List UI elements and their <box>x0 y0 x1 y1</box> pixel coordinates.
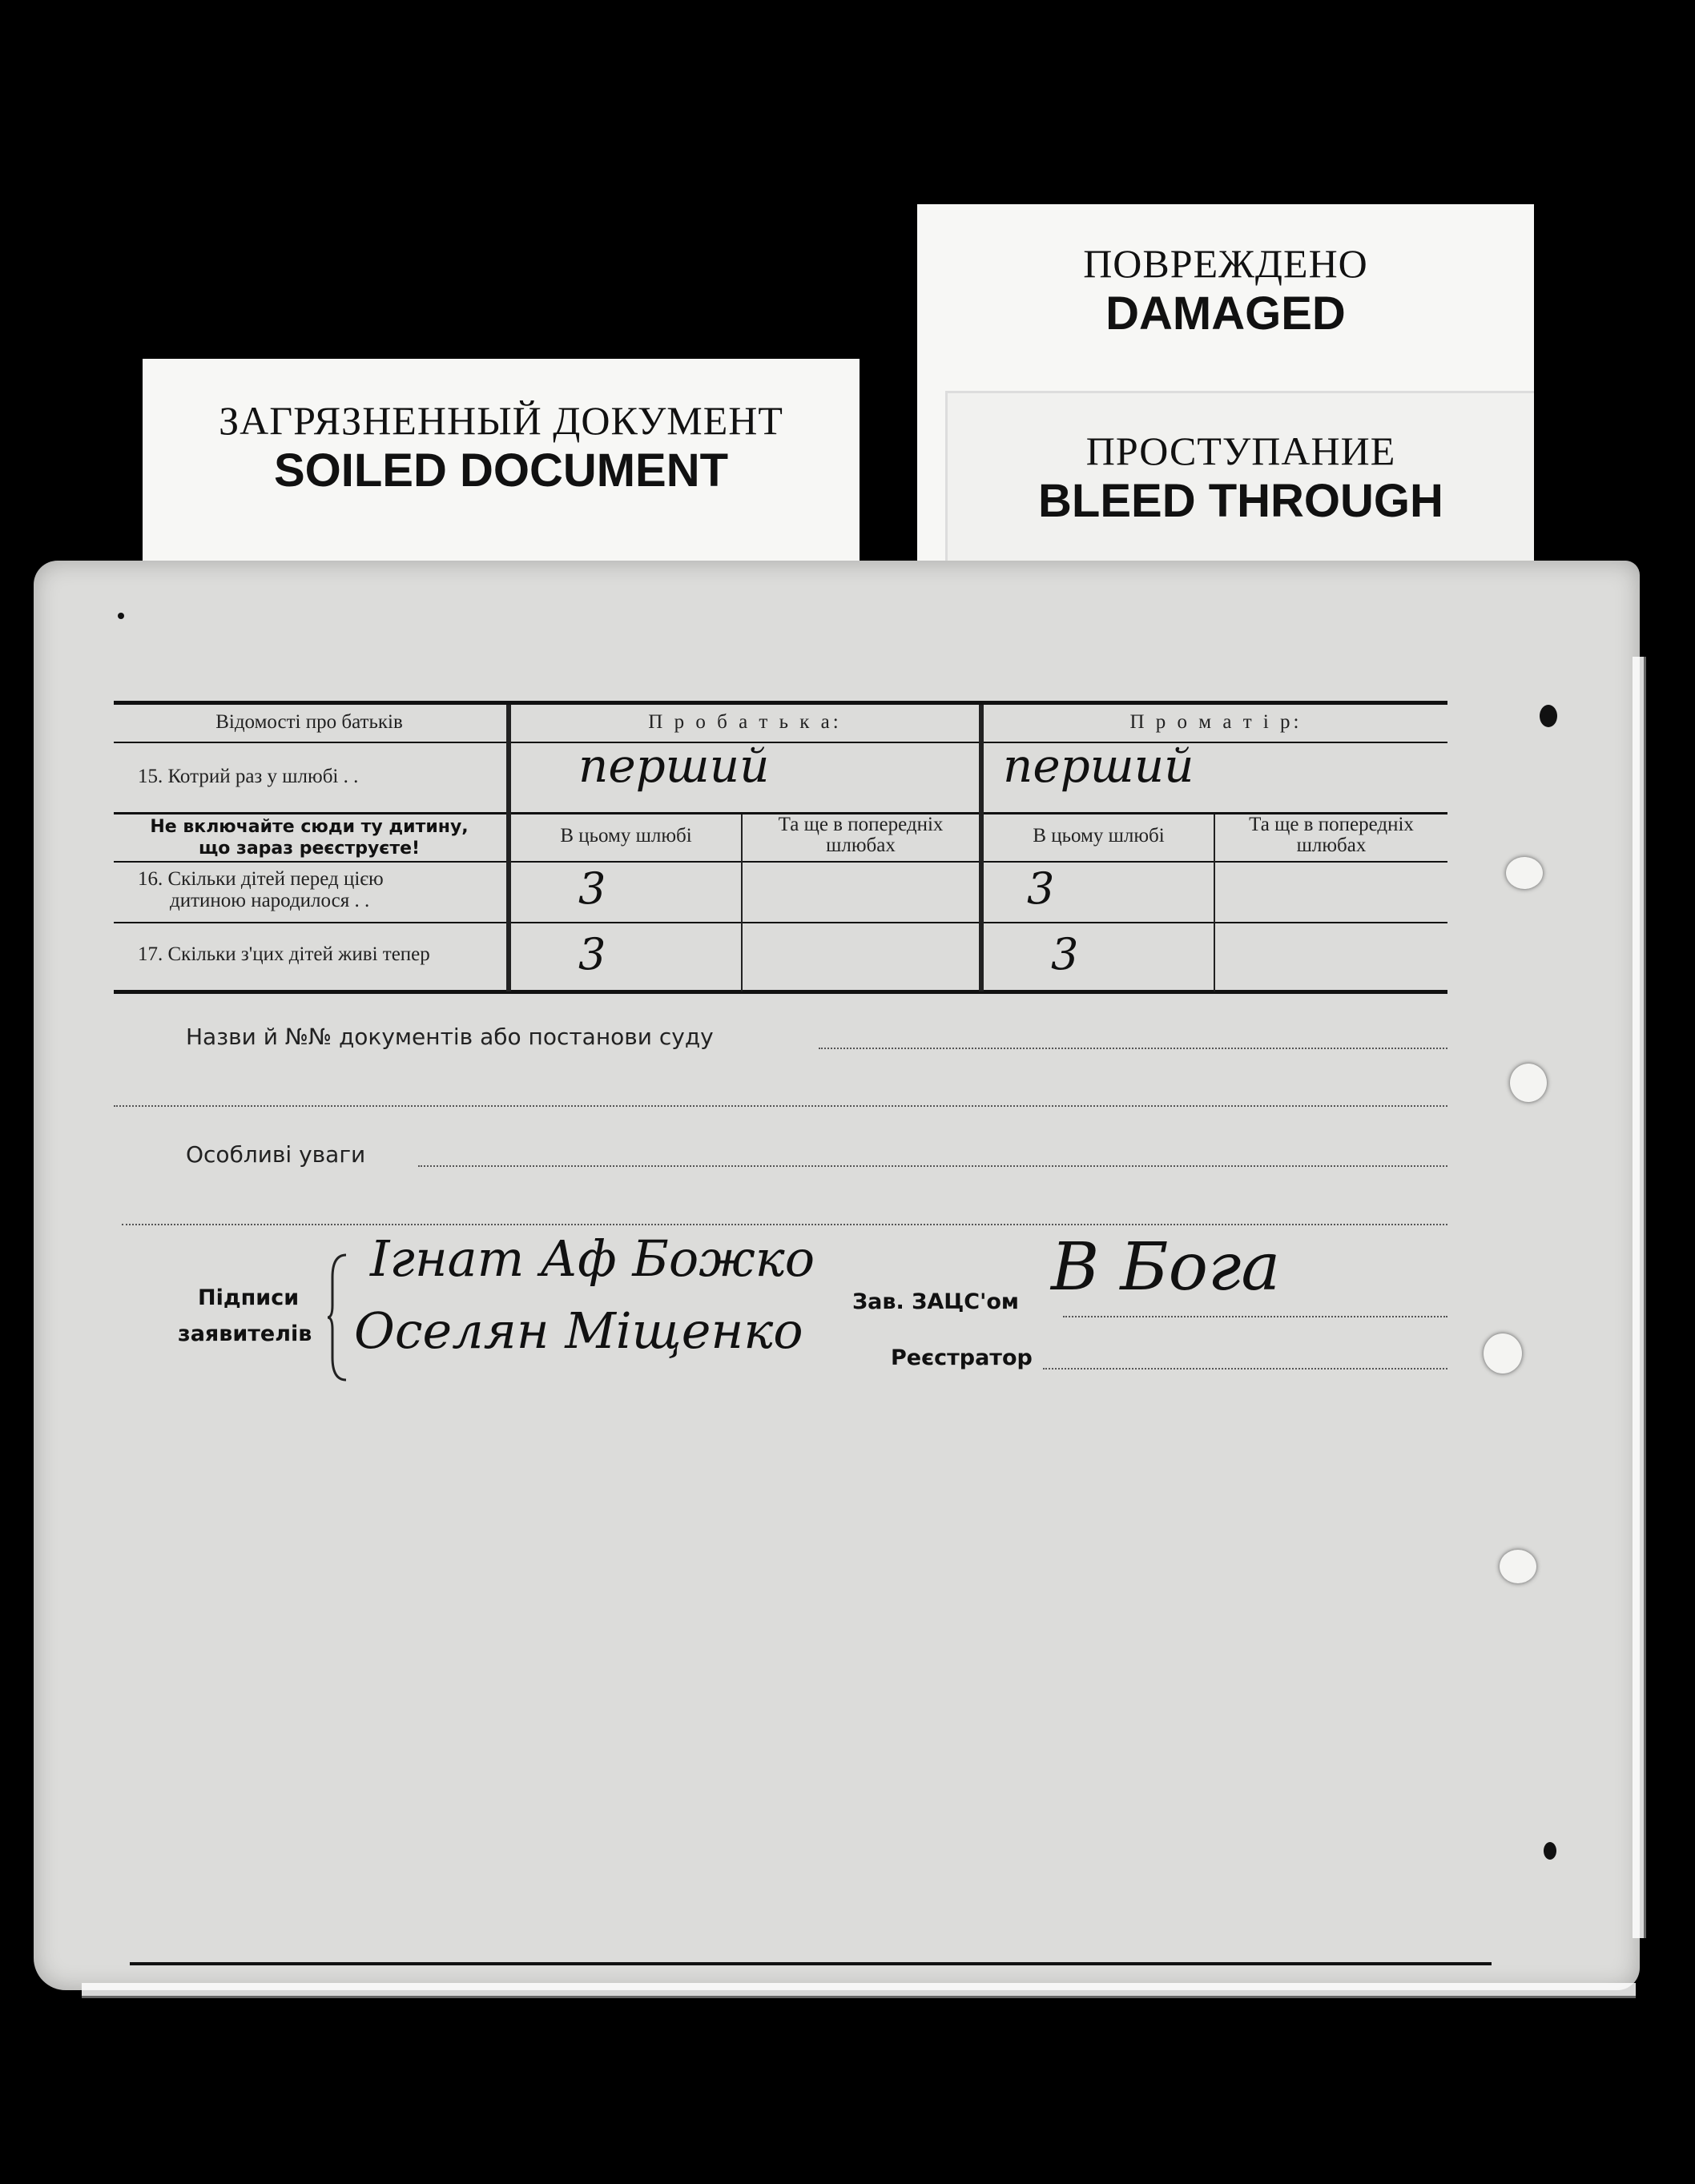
bleed-through-label-card <box>945 391 1534 575</box>
header-father: П р о б а т ь к а: <box>648 711 842 733</box>
head-of-registry-label: Зав. ЗАЦС'ом <box>852 1289 1019 1314</box>
signatures-label-line1: Підписи <box>198 1285 300 1310</box>
official-signature: В Бога <box>1051 1229 1281 1305</box>
father-this-marriage-header: В цьому шлюбі <box>560 825 692 847</box>
table-col-rule <box>506 705 511 991</box>
sheet-bottom-rule <box>130 1962 1492 1965</box>
header-mother: П р о м а т і р: <box>1129 711 1302 733</box>
ink-spot <box>1544 1842 1556 1860</box>
punch-hole <box>1506 857 1543 889</box>
bleed-through-label-en: BLEED THROUGH <box>1038 475 1443 527</box>
row15-mother-value: перший <box>1003 738 1194 793</box>
row17-mother-this: 3 <box>1051 929 1079 979</box>
father-previous-header-line2: шлюбах <box>826 835 896 856</box>
documents-dotted-line <box>819 1048 1447 1049</box>
table-col-rule <box>979 705 984 991</box>
row15-father-value: перший <box>578 738 770 793</box>
header-parents-info: Відомості про батьків <box>215 711 403 733</box>
row16-label-line1: 16. Скільки дітей перед цією <box>138 868 384 890</box>
soiled-label-en: SOILED DOCUMENT <box>273 444 729 497</box>
ink-spot <box>1540 705 1557 727</box>
documents-dotted-line-2 <box>114 1105 1447 1107</box>
head-signature-line <box>1063 1316 1447 1317</box>
table-rule <box>114 922 1447 923</box>
row17-father-this: 3 <box>578 929 606 979</box>
damaged-label-ru: ПОВРЕЖДЕНО <box>1083 241 1368 286</box>
row15-label: 15. Котрий раз у шлюбі . . <box>138 766 359 787</box>
documents-label: Назви й №№ документів або постанови суду <box>186 1024 714 1050</box>
table-rule <box>114 742 1447 743</box>
punch-hole <box>1510 1064 1547 1102</box>
row16-father-this: 3 <box>578 863 606 914</box>
notice-line2: що зараз реєструєте! <box>198 839 421 859</box>
signatures-brace <box>326 1253 350 1382</box>
damaged-label-en: DAMAGED <box>1105 288 1346 340</box>
table-rule <box>114 861 1447 863</box>
mother-previous-header-line2: шлюбах <box>1296 835 1367 856</box>
punch-hole <box>1500 1550 1536 1583</box>
father-previous-header-line1: Та ще в попередніх <box>778 814 944 835</box>
soiled-label-ru: ЗАГРЯЗНЕННЫЙ ДОКУМЕНТ <box>219 398 783 443</box>
bleed-through-label-ru: ПРОСТУПАНИЕ <box>1085 428 1396 473</box>
applicant-signature-2: Оселян Міщенко <box>354 1301 803 1360</box>
row16-mother-this: 3 <box>1027 863 1055 914</box>
row16-label-line2: дитиною народилося . . <box>170 890 370 911</box>
sheet-edge <box>1633 657 1646 1938</box>
signatures-label-line2: заявителів <box>178 1321 312 1346</box>
registrar-signature-line <box>1043 1368 1447 1370</box>
soiled-document-label-card <box>143 359 860 569</box>
table-bottom-rule <box>114 990 1447 994</box>
mother-previous-header-line1: Та ще в попередніх <box>1249 814 1414 835</box>
mother-this-marriage-header: В цьому шлюбі <box>1033 825 1165 847</box>
ink-spot <box>118 613 124 619</box>
document-sheet <box>34 561 1640 1990</box>
notice-line1: Не включайте сюди ту дитину, <box>150 817 469 837</box>
sheet-bottom-edge <box>82 1983 1636 1998</box>
table-top-rule <box>114 701 1447 705</box>
remarks-label: Особливі уваги <box>186 1141 366 1168</box>
remarks-dotted-line <box>418 1165 1447 1167</box>
applicant-signature-1: Ігнат Аф Божко <box>370 1229 815 1288</box>
registrar-label: Реєстратор <box>891 1345 1033 1370</box>
punch-hole <box>1484 1333 1522 1374</box>
row17-label: 17. Скільки з'цих дітей живі тепер <box>138 943 430 965</box>
remarks-dotted-line-2 <box>122 1224 1447 1225</box>
